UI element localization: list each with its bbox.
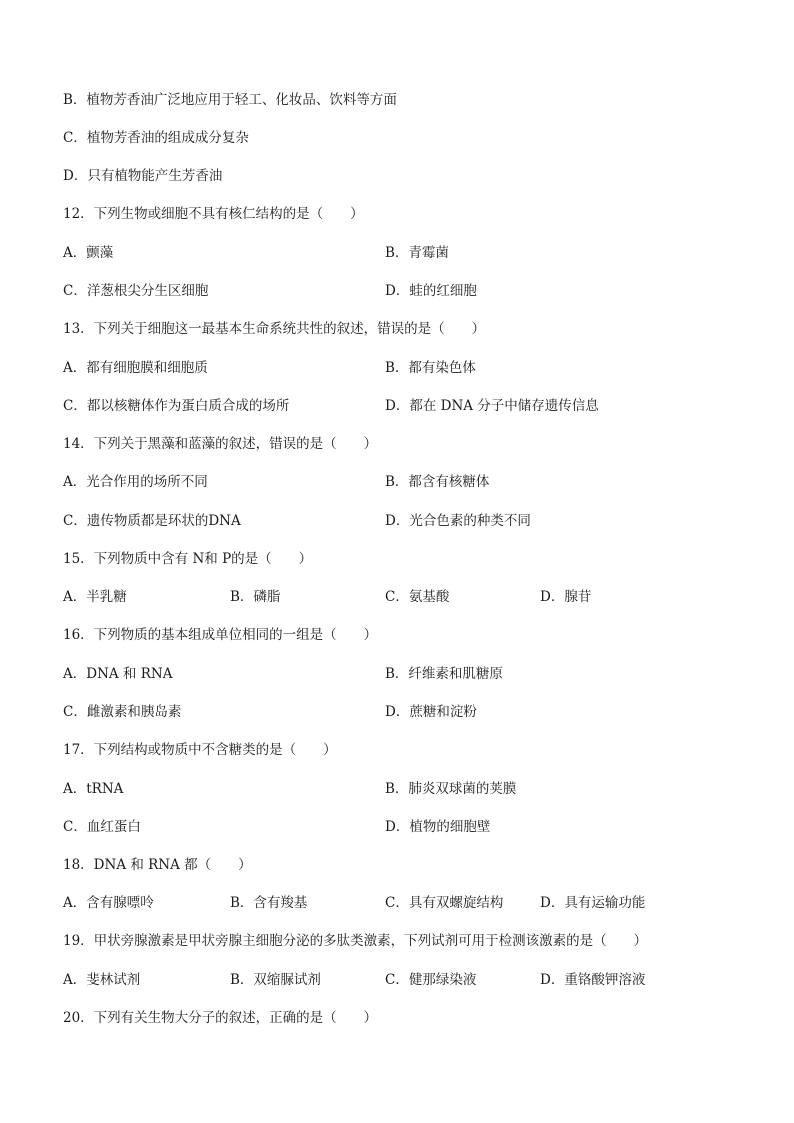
question-14-option-b: B．都含有核糖体 <box>385 474 490 490</box>
question-13-option-d: D．都在 DNA 分子中储存遗传信息 <box>385 398 599 414</box>
question-13-option-a: A．都有细胞膜和细胞质 <box>63 360 208 376</box>
question-13-option-c: C．都以核糖体作为蛋白质合成的场所 <box>63 398 290 414</box>
question-15-stem: 15．下列物质中含有 N和 P的是（ ） <box>63 551 313 567</box>
question-12-stem: 12．下列生物或细胞不具有核仁结构的是（ ） <box>63 206 364 222</box>
question-16-option-b: B．纤维素和肌糖原 <box>385 666 503 682</box>
question-13-stem: 13．下列关于细胞这一最基本生命系统共性的叙述，错误的是（ ） <box>63 321 486 337</box>
question-12-option-c: C．洋葱根尖分生区细胞 <box>63 283 209 299</box>
question-20-stem: 20．下列有关生物大分子的叙述，正确的是（ ） <box>63 1010 378 1026</box>
question-17-stem: 17．下列结构或物质中不含糖类的是（ ） <box>63 742 337 758</box>
question-16-option-d: D．蔗糖和淀粉 <box>385 704 477 720</box>
question-18-option-c: C．具有双螺旋结构 <box>385 895 504 911</box>
question-14-option-d: D．光合色素的种类不同 <box>385 513 531 529</box>
question-12-option-a: A．颤藻 <box>63 245 114 261</box>
option-line-c: C．植物芳香油的组成成分复杂 <box>63 130 249 146</box>
question-14-option-c: C．遗传物质都是环状的DNA <box>63 513 241 529</box>
question-17-option-b: B．肺炎双球菌的荚膜 <box>385 781 517 797</box>
question-15-option-d: D．腺苷 <box>540 589 592 605</box>
question-18-option-d: D．具有运输功能 <box>540 895 646 911</box>
option-line-d: D．只有植物能产生芳香油 <box>63 168 223 184</box>
question-19-option-c: C．健那绿染液 <box>385 972 477 988</box>
question-18-option-a: A．含有腺嘌呤 <box>63 895 154 911</box>
question-19-option-d: D．重铬酸钾溶液 <box>540 972 646 988</box>
question-17-option-d: D．植物的细胞壁 <box>385 819 491 835</box>
question-18-option-b: B．含有羧基 <box>230 895 308 911</box>
question-16-option-c: C．雌激素和胰岛素 <box>63 704 182 720</box>
question-19-option-a: A．斐林试剂 <box>63 972 141 988</box>
question-16-stem: 16．下列物质的基本组成单位相同的一组是（ ） <box>63 627 378 643</box>
question-17-option-c: C．血红蛋白 <box>63 819 141 835</box>
question-15-option-b: B．磷脂 <box>230 589 281 605</box>
question-17-option-a: A．tRNA <box>63 781 124 797</box>
question-12-option-b: B．青霉菌 <box>385 245 449 261</box>
question-15-option-a: A．半乳糖 <box>63 589 127 605</box>
question-12-option-d: D．蛙的红细胞 <box>385 283 477 299</box>
question-16-option-a: A．DNA 和 RNA <box>63 666 173 682</box>
question-15-option-c: C．氨基酸 <box>385 589 450 605</box>
question-14-stem: 14．下列关于黑藻和蓝藻的叙述，错误的是（ ） <box>63 436 378 452</box>
question-13-option-b: B．都有染色体 <box>385 360 476 376</box>
option-line-b: B．植物芳香油广泛地应用于轻工、化妆品、饮料等方面 <box>63 92 397 108</box>
question-18-stem: 18．DNA 和 RNA 都（ ） <box>63 857 252 873</box>
question-19-stem: 19．甲状旁腺激素是甲状旁腺主细胞分泌的多肽类激素，下列试剂可用于检测该激素的是（ ） <box>63 933 648 949</box>
question-19-option-b: B．双缩脲试剂 <box>230 972 321 988</box>
question-14-option-a: A．光合作用的场所不同 <box>63 474 208 490</box>
